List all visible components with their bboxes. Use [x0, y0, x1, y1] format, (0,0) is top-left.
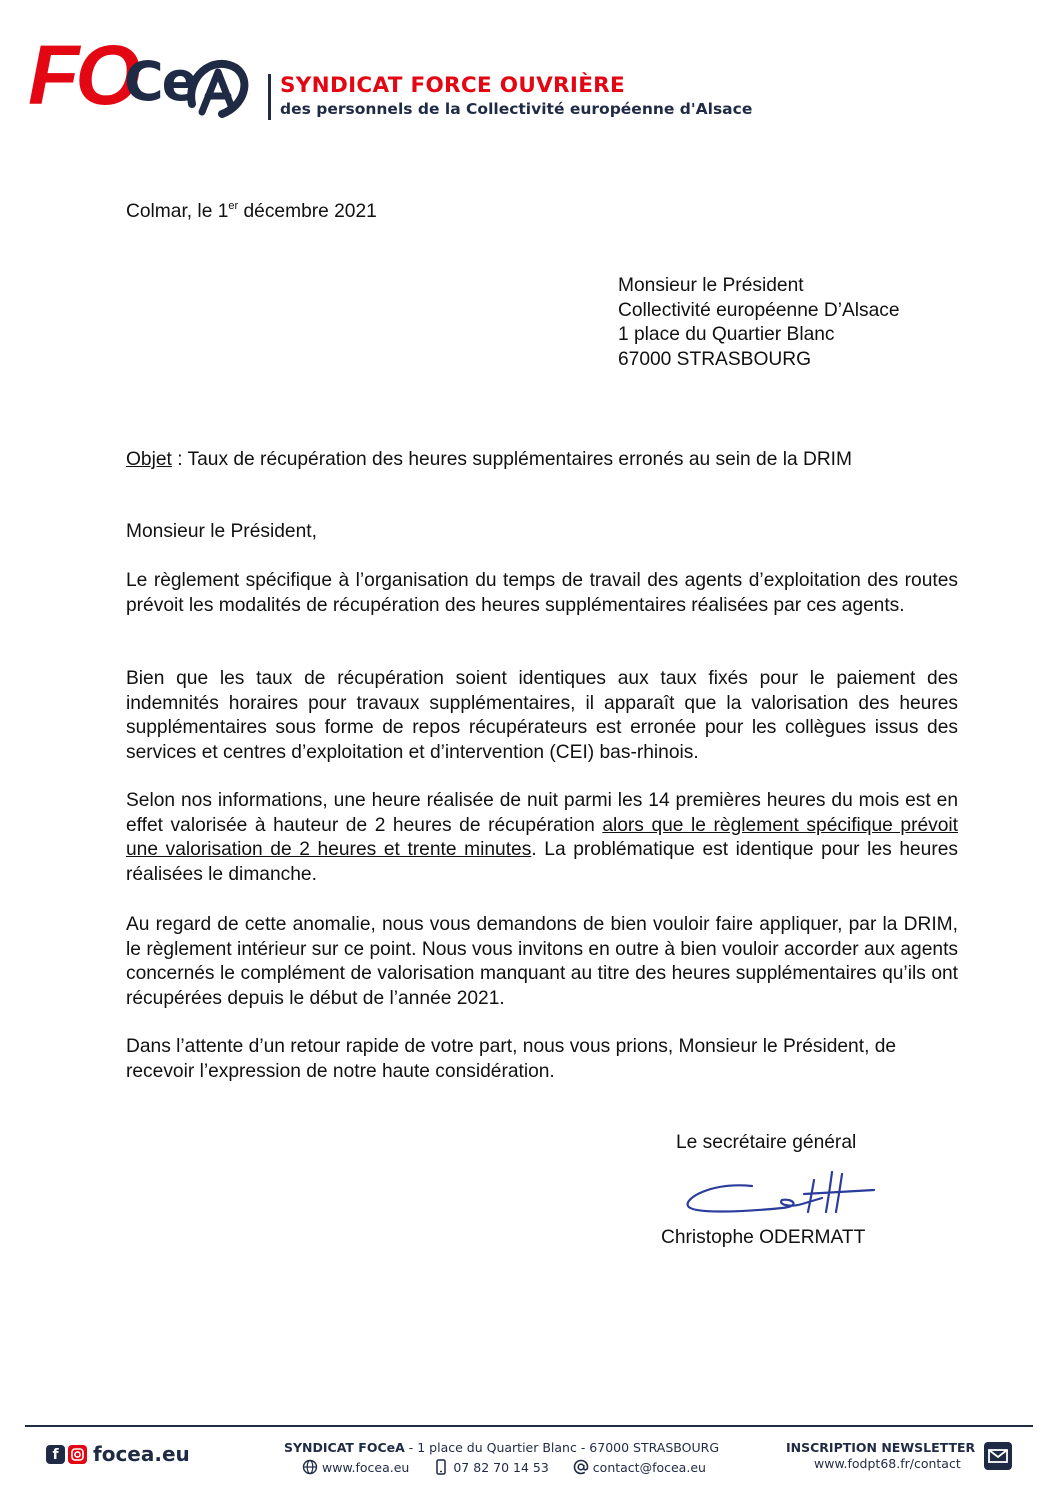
logo-separator [268, 74, 271, 120]
envelope-icon[interactable] [984, 1442, 1012, 1470]
subject-text: : Taux de récupération des heures supplémentaires erronés au sein de la DRIM [171, 449, 852, 470]
paragraph-5: Dans l’attente d’un retour rapide de votre part, nous vous prions, Monsieur le Président, de recevoir l’expression de notre haute considération. [126, 1036, 897, 1082]
subject-label: Objet [126, 449, 172, 470]
footer-domain-link[interactable]: focea.eu [93, 1442, 190, 1466]
recipient-line: 67000 STRASBOURG [618, 348, 812, 370]
footer-address: SYNDICAT FOCeA - 1 place du Quartier Blanc - 67000 STRASBOURG [284, 1440, 719, 1455]
globe-icon [302, 1459, 318, 1475]
paragraph-2: Bien que les taux de récupération soient identiques aux taux fixés pour le paiement des indemnités horaires pour travaux supplémentaires, il apparaît que la valorisation des heures supplémentaires sous forme de repos récupérateurs est erronée pour les collègues issus des services et centres d’exploitation et d’intervention (CEI) bas-rhinois. [126, 668, 958, 763]
logo-cea: Ce [124, 50, 197, 113]
footer-social [46, 1442, 190, 1466]
footer-email-link[interactable]: contact@focea.eu [592, 1459, 706, 1475]
footer-divider [25, 1425, 1033, 1427]
salutation: Monsieur le Président, [126, 521, 317, 542]
at-sign-icon [573, 1459, 589, 1475]
recipient-line: 1 place du Quartier Blanc [618, 324, 835, 346]
letter-date: Colmar, le 1er décembre 2021 [126, 200, 377, 222]
phone-icon [433, 1459, 449, 1475]
signature-role: Le secrétaire général [676, 1132, 857, 1153]
footer-contacts [302, 1459, 706, 1475]
facebook-icon[interactable]: f [46, 1445, 65, 1464]
newsletter-title: INSCRIPTION NEWSLETTER [786, 1440, 976, 1455]
newsletter-link[interactable]: www.fodpt68.fr/contact [814, 1456, 961, 1471]
recipient-block [618, 274, 900, 372]
handwritten-signature-icon [682, 1168, 882, 1222]
signature-name: Christophe ODERMATT [661, 1227, 866, 1248]
underlined-phrase: alors que le règlement spécifique prévoit une valorisation de 2 heures et trente minutes [126, 814, 958, 861]
footer-website-link[interactable]: www.focea.eu [322, 1459, 410, 1475]
footer-phone[interactable]: 07 82 70 14 53 [453, 1459, 549, 1475]
instagram-icon[interactable] [68, 1445, 87, 1464]
paragraph-3: Selon nos informations, une heure réalisée de nuit parmi les 14 premières heures du mois est en effet valorisée à hauteur de 2 heures de récupération alors que le règlement spécifique prévoit une valorisation de 2 heures et trente minutes. La problématique est identique pour les heures réalisées le dimanche. [126, 790, 958, 885]
org-subtitle: des personnels de la Collectivité européenne d'Alsace [280, 100, 753, 118]
paragraph-4: Au regard de cette anomalie, nous vous demandons de bien vouloir faire appliquer, par la DRIM, le règlement intérieur sur ce point. Nous vous invitons en outre à bien vouloir accorder aux agents concernés le complément de valorisation manquant au titre des heures supplémentaires qu’ils ont récupérées depuis le début de l’année 2021. [126, 914, 958, 1009]
logo-fo: FO [28, 28, 137, 122]
letter-subject [126, 448, 852, 473]
org-title: SYNDICAT FORCE OUVRIÈRE [280, 73, 626, 98]
recipient-line: Monsieur le Président [618, 275, 804, 296]
logo-a-arc-icon [182, 48, 254, 120]
paragraph-1: Le règlement spécifique à l’organisation du temps de travail des agents d’exploitation des routes prévoit les modalités de récupération des heures supplémentaires réalisées par ces agents. [126, 570, 958, 616]
recipient-line: Collectivité européenne D’Alsace [618, 299, 900, 321]
